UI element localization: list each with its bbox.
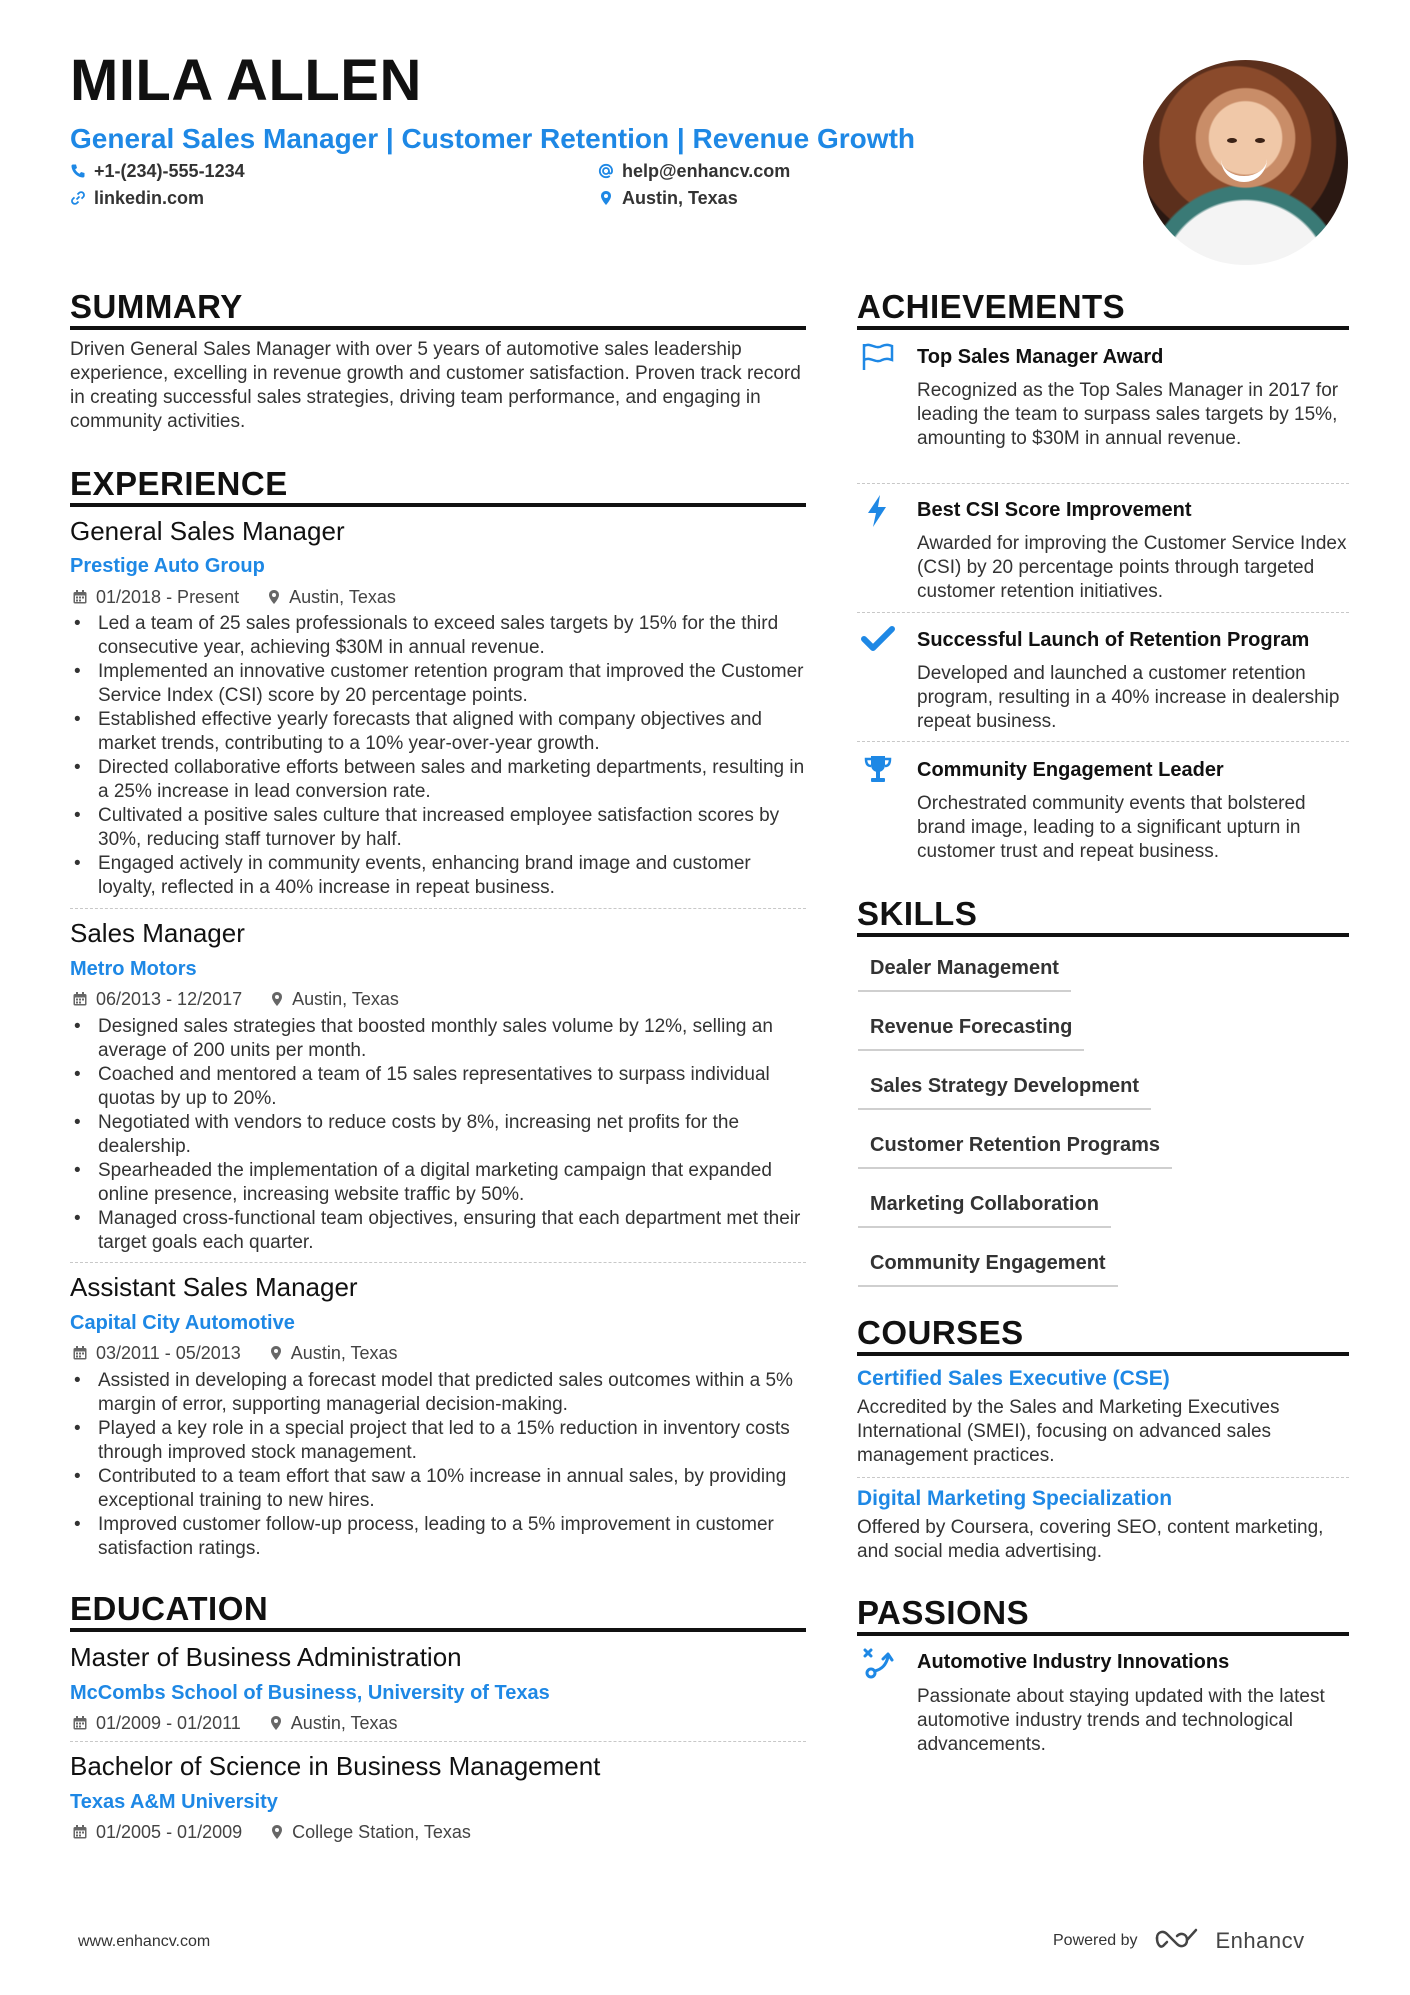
achievement-text: Orchestrated community events that bolstered brand image, leading to a significant upturn in customer trust and repeat business. — [917, 793, 1306, 862]
job-role: General Sales Manager — [70, 516, 345, 546]
linkedin-text: linkedin.com — [94, 188, 205, 208]
degree-title: Bachelor of Science in Business Management — [70, 1751, 601, 1781]
experience-rule — [70, 503, 806, 507]
bullet-item: • Directed collaborative efforts between sales and marketing departments, resulting in a 25% increase in lead conversion rate. — [70, 756, 810, 804]
education-meta — [72, 1714, 398, 1732]
bullet-item: • Cultivated a positive sales culture that increased employee satisfaction scores by 30%, reducing staff turnover by half. — [70, 804, 810, 852]
achievement-title: Community Engagement Leader — [917, 759, 1224, 781]
experience-heading: EXPERIENCE — [70, 465, 288, 502]
bullet-item: • Designed sales strategies that boosted monthly sales volume by 12%, selling an average of 200 units per month. — [70, 1015, 810, 1063]
achievement-text: Awarded for improving the Customer Service Index (CSI) by 20 percentage points through targeted customer retention initiatives. — [917, 533, 1347, 602]
location-pin-icon — [270, 991, 284, 1007]
phone-text: +1-(234)-555-1234 — [94, 161, 245, 181]
bullet-item: • Engaged actively in community events, enhancing brand image and customer loyalty, reflected in a 40% increase in repeat business. — [70, 852, 810, 900]
contact-phone — [70, 162, 245, 180]
education-dates: 01/2009 - 01/2011 — [96, 1713, 241, 1733]
calendar-icon — [72, 589, 88, 605]
achievements-rule — [857, 326, 1349, 330]
course-text: Offered by Coursera, covering SEO, content marketing, and social media advertising. — [857, 1517, 1324, 1562]
divider — [857, 1477, 1349, 1478]
calendar-icon — [72, 991, 88, 1007]
passions-heading: PASSIONS — [857, 1594, 1030, 1631]
divider — [70, 1741, 806, 1742]
job-location: Austin, Texas — [292, 989, 399, 1009]
bullet-item: • Negotiated with vendors to reduce costs by 8%, increasing net profits for the dealership. — [70, 1111, 810, 1159]
course-text: Accredited by the Sales and Marketing Executives International (SMEI), focusing on advanced sales management practices. — [857, 1397, 1280, 1466]
divider — [70, 1262, 806, 1263]
flag-icon — [861, 342, 895, 377]
passion-title: Automotive Industry Innovations — [917, 1651, 1230, 1673]
skills-heading: SKILLS — [857, 895, 978, 932]
candidate-headline: General Sales Manager | Customer Retention | Revenue Growth — [70, 123, 915, 154]
education-heading: EDUCATION — [70, 1590, 269, 1627]
achievement-text: Recognized as the Top Sales Manager in 2017 for leading the team to surpass sales targets by 15%, amounting to $30M in annual revenue. — [917, 380, 1339, 449]
skill-tag: Community Engagement — [858, 1253, 1118, 1287]
divider — [70, 908, 806, 909]
photo-eye-left — [1227, 138, 1237, 143]
degree-title: Master of Business Administration — [70, 1642, 462, 1672]
brand-name: Enhancv — [1215, 1927, 1305, 1953]
achievement-text: Developed and launched a customer retention program, resulting in a 40% increase in dealership repeat business. — [917, 663, 1340, 732]
footer-website[interactable]: www.enhancv.com — [78, 1933, 211, 1950]
achievement-title: Best CSI Score Improvement — [917, 499, 1192, 521]
profile-photo — [1143, 60, 1348, 265]
job-bullets — [70, 1369, 810, 1561]
location-pin-icon — [598, 190, 614, 206]
achievement-title: Top Sales Manager Award — [917, 346, 1164, 368]
job-meta — [72, 588, 396, 606]
link-icon — [70, 190, 86, 206]
skill-tag: Revenue Forecasting — [858, 1017, 1084, 1051]
strategy-icon — [862, 1647, 896, 1684]
location-pin-icon — [267, 589, 281, 605]
bullet-item: • Implemented an innovative customer retention program that improved the Customer Service Index (CSI) score by 20 percentage points. — [70, 660, 810, 708]
calendar-icon — [72, 1345, 88, 1361]
contact-location — [598, 189, 738, 207]
contact-email — [598, 162, 790, 180]
skill-tag: Sales Strategy Development — [858, 1076, 1151, 1110]
education-dates: 01/2005 - 01/2009 — [96, 1822, 243, 1842]
bullet-item: • Played a key role in a special project that led to a 15% reduction in inventory costs through improved stock management. — [70, 1417, 810, 1465]
passion-text: Passionate about staying updated with the latest automotive industry trends and technological advancements. — [917, 1686, 1325, 1755]
divider — [857, 612, 1349, 613]
job-company: Capital City Automotive — [70, 1312, 295, 1334]
job-meta — [72, 990, 399, 1008]
lightning-icon — [866, 494, 888, 533]
job-bullets — [70, 1015, 810, 1255]
education-location: College Station, Texas — [292, 1822, 471, 1842]
divider — [857, 741, 1349, 742]
trophy-icon — [862, 753, 894, 790]
location-pin-icon — [269, 1345, 283, 1361]
bullet-item: • Coached and mentored a team of 15 sales representatives to surpass individual quotas by up to 20%. — [70, 1063, 810, 1111]
email-text: help@enhancv.com — [622, 161, 791, 181]
job-location: Austin, Texas — [289, 587, 396, 607]
education-rule — [70, 1628, 806, 1632]
skill-tag: Customer Retention Programs — [858, 1135, 1172, 1169]
courses-rule — [857, 1352, 1349, 1356]
skill-tag: Dealer Management — [858, 958, 1071, 992]
bullet-item: • Contributed to a team effort that saw a 10% increase in annual sales, by providing exceptional training to new hires. — [70, 1465, 810, 1513]
bullet-item: • Assisted in developing a forecast model that predicted sales outcomes within a 5% margin of error, supporting managerial decision-making. — [70, 1369, 810, 1417]
location-text: Austin, Texas — [622, 188, 738, 208]
school-name: Texas A&M University — [70, 1791, 278, 1813]
bullet-item: • Improved customer follow-up process, leading to a 5% improvement in customer satisfaction ratings. — [70, 1513, 810, 1561]
job-dates: 06/2013 - 12/2017 — [96, 989, 243, 1009]
photo-smile — [1221, 158, 1267, 182]
candidate-name: MILA ALLEN — [70, 48, 422, 113]
checkmark-icon — [861, 626, 895, 657]
calendar-icon — [72, 1824, 88, 1840]
passions-rule — [857, 1632, 1349, 1636]
skill-tag: Marketing Collaboration — [858, 1194, 1111, 1228]
job-dates: 03/2011 - 05/2013 — [96, 1343, 241, 1363]
education-meta — [72, 1823, 471, 1841]
phone-icon — [70, 163, 86, 179]
course-title: Certified Sales Executive (CSE) — [857, 1367, 1170, 1390]
job-company: Metro Motors — [70, 958, 197, 980]
bullet-item: • Led a team of 25 sales professionals to exceed sales targets by 15% for the third consecutive year, achieving $30M in annual revenue. — [70, 612, 810, 660]
achievements-heading: ACHIEVEMENTS — [857, 288, 1126, 325]
at-icon — [598, 163, 614, 179]
powered-by-label: Powered by — [1053, 1931, 1138, 1949]
location-pin-icon — [270, 1824, 284, 1840]
summary-heading: SUMMARY — [70, 288, 243, 325]
job-bullets — [70, 612, 810, 900]
enhancv-logo-icon — [1154, 1926, 1200, 1955]
school-name: McCombs School of Business, University of Texas — [70, 1682, 550, 1704]
contact-linkedin — [70, 189, 204, 207]
job-role: Assistant Sales Manager — [70, 1272, 358, 1302]
photo-eye-right — [1255, 138, 1265, 143]
bullet-item: • Established effective yearly forecasts that aligned with company objectives and market trends, contributing to a 10% year-over-year growth. — [70, 708, 810, 756]
job-company: Prestige Auto Group — [70, 555, 265, 577]
skills-rule — [857, 933, 1349, 937]
courses-heading: COURSES — [857, 1314, 1024, 1351]
job-location: Austin, Texas — [290, 1343, 398, 1363]
course-title: Digital Marketing Specialization — [857, 1487, 1173, 1510]
bullet-item: • Managed cross-functional team objectives, ensuring that each department met their target goals each quarter. — [70, 1207, 810, 1255]
location-pin-icon — [269, 1715, 283, 1731]
calendar-icon — [72, 1715, 88, 1731]
footer-brand — [1053, 1926, 1305, 1955]
achievement-title: Successful Launch of Retention Program — [917, 629, 1310, 651]
summary-text: Driven General Sales Manager with over 5 years of automotive sales leadership experience, excelling in revenue growth and customer satisfaction. Proven track record in creating successful sales strategies, driving team performance, and engaging in community activities. — [70, 339, 801, 432]
education-location: Austin, Texas — [290, 1713, 398, 1733]
bullet-item: • Spearheaded the implementation of a digital marketing campaign that expanded online presence, increasing website traffic by 50%. — [70, 1159, 810, 1207]
job-meta — [72, 1344, 398, 1362]
divider — [857, 483, 1349, 484]
job-dates: 01/2018 - Present — [96, 587, 240, 607]
summary-rule — [70, 326, 806, 330]
job-role: Sales Manager — [70, 918, 245, 948]
